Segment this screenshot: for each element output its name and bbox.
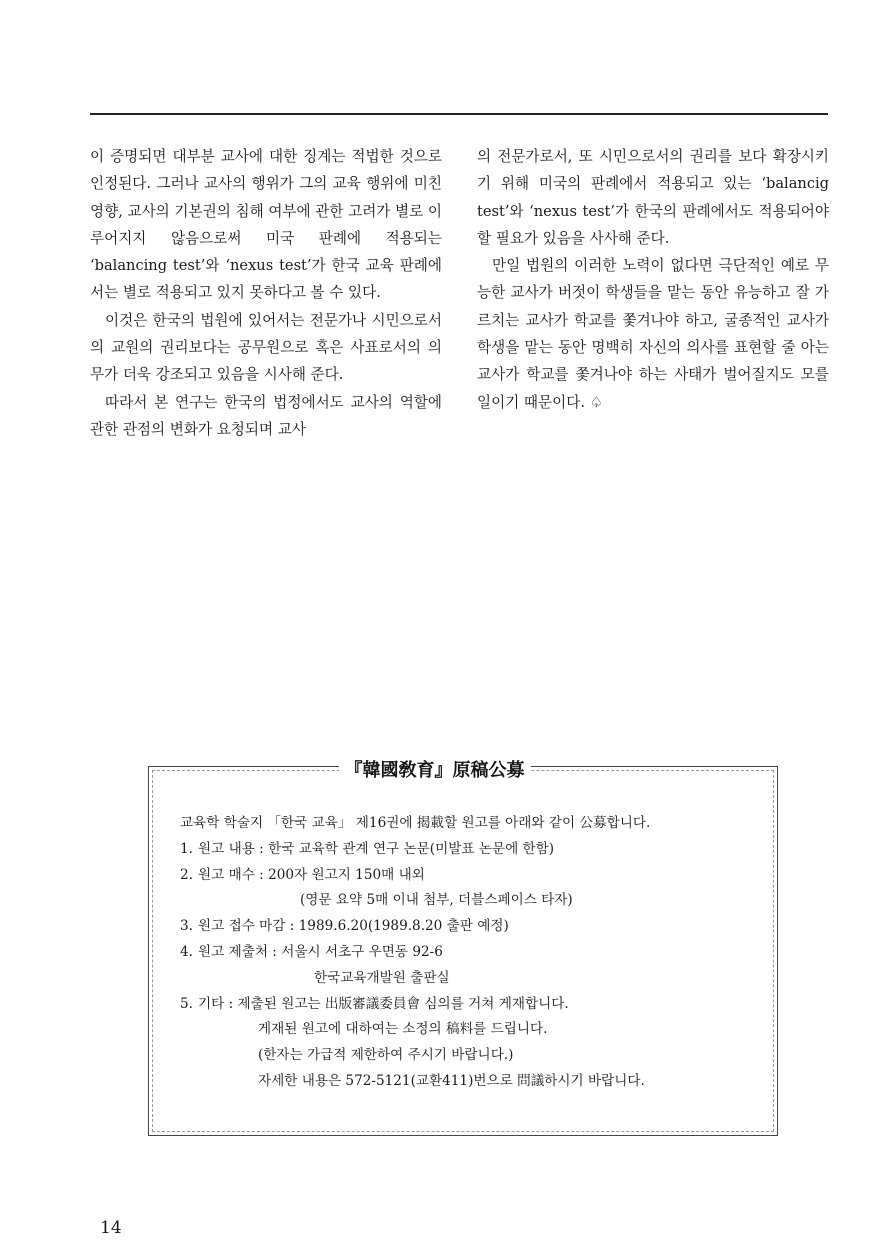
notice-item-2-sub: (영문 요약 5매 이내 첨부, 더블스페이스 타자): [300, 892, 573, 909]
notice-item-5-sub: (한자는 가급적 제한하여 주시기 바랍니다.): [258, 1047, 514, 1064]
notice-content: [180, 811, 770, 1095]
notice-intro: 교육학 학술지 「한국 교육」 제16권에 揭載할 원고를 아래와 같이 公募합니다.: [180, 815, 651, 831]
notice-item-4: 4. 원고 제출처 : 서울시 서초구 우면동 92-6: [180, 943, 443, 960]
notice-item-5: 5. 기타 : 제출된 원고는 出版審議委員會 심의를 거쳐 게재합니다.: [180, 995, 569, 1012]
notice-item-5-sub: 자세한 내용은 572-5121(교환411)번으로 問議하시기 바랍니다.: [258, 1072, 645, 1089]
body-right-column: [477, 143, 829, 416]
paragraph: 따라서 본 연구는 한국의 법정에서도 교사의 역할에 관한 관점의 변화가 요청되며 교사: [90, 393, 442, 438]
notice-title-text: 『韓國敎育』原稿公募: [339, 760, 531, 781]
paragraph: 이 증명되면 대부분 교사에 대한 징계는 적법한 것으로 인정된다. 그러나 교사의 행위가 그의 교육 행위에 미친 영향, 교사의 기본권의 침해 여부에 관한 고려가 별로 이루어지지 않음으로써 미국 판례에 적용되는 ‘balancing test’와 ‘nexus test’가 한국 교육 판례에서는 별로 적용되고 있지 못하다고 볼 수 있다.: [90, 148, 442, 302]
notice-title: [0, 756, 869, 782]
paragraph: 만일 법원의 이러한 노력이 없다면 극단적인 예로 무능한 교사가 버젓이 학생들을 맡는 동안 유능하고 잘 가르치는 교사가 학교를 쫓겨나야 하고, 굴종적인 교사가 학생을 맡는 동안 명백히 자신의 의사를 표현할 줄 아는 교사가 학교를 쫓겨나야 하는 사태가 벌어질지도 모를 일이기 때문이다. ♤: [477, 257, 829, 411]
notice-item-3: 3. 원고 접수 마감 : 1989.6.20(1989.8.20 출판 예정): [180, 918, 509, 935]
notice-item-1: 1. 원고 내용 : 한국 교육학 관계 연구 논문(미발표 논문에 한함): [180, 840, 555, 857]
notice-item-4-sub: 한국교육개발원 출판실: [314, 969, 450, 986]
paragraph: 이것은 한국의 법원에 있어서는 전문가나 시민으로서의 교원의 권리보다는 공무원으로 혹은 사표로서의 의무가 더욱 강조되고 있음을 시사해 준다.: [90, 311, 442, 384]
notice-item-2: 2. 원고 매수 : 200자 원고지 150매 내외: [180, 866, 425, 883]
notice-item-5-sub: 게재된 원고에 대하여는 소정의 稿料를 드립니다.: [258, 1021, 548, 1038]
paragraph: 의 전문가로서, 또 시민으로서의 권리를 보다 확장시키기 위해 미국의 판례에서 적용되고 있는 ‘balancig test’와 ‘nexus test’가 한국의 판례에서도 적용되어야 할 필요가 있음을 사사해 준다.: [477, 148, 829, 247]
header-rule: [90, 113, 828, 115]
body-left-column: [90, 143, 442, 443]
page-number: 14: [100, 1218, 122, 1238]
